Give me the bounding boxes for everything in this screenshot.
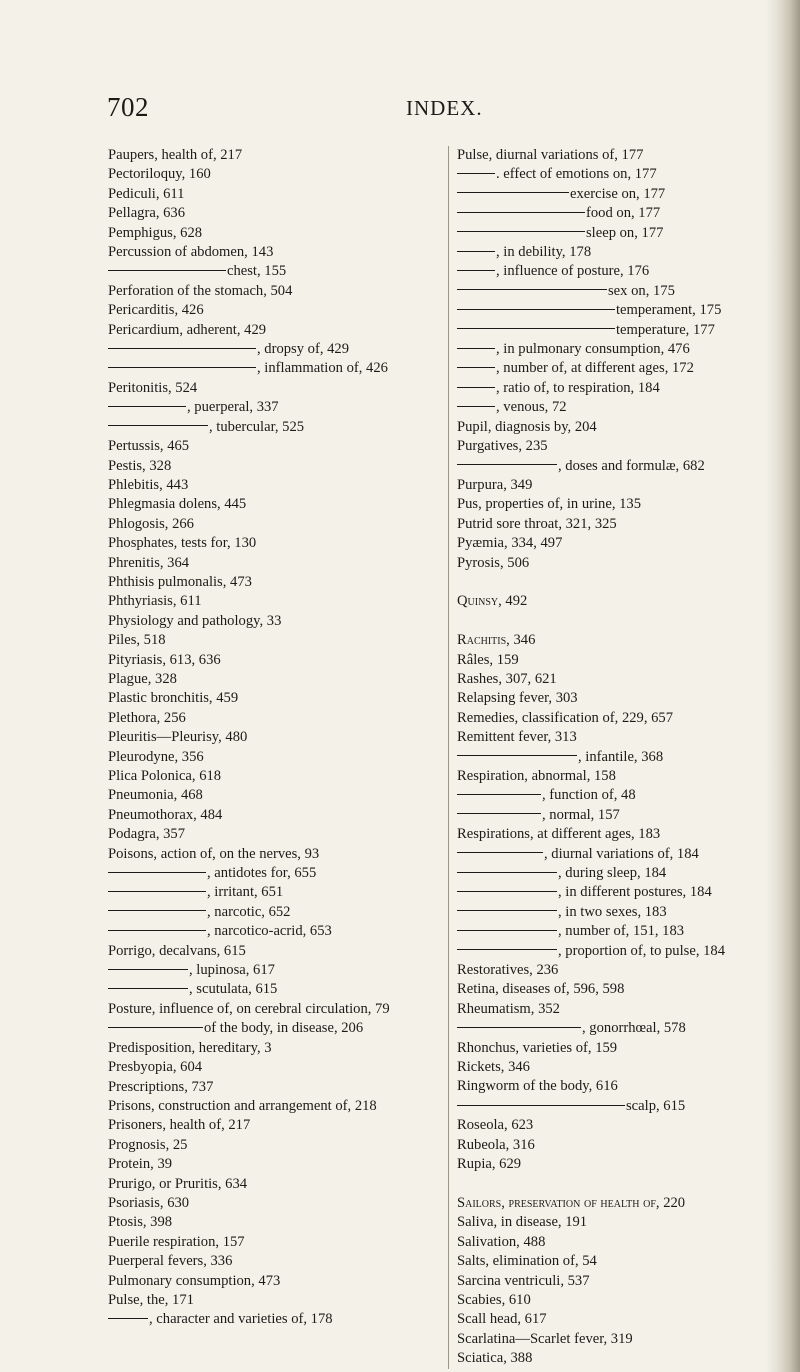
ditto-dash [457,348,495,349]
index-entry [457,204,775,223]
index-entry [108,825,438,844]
index-entry-text: Pulmonary consumption, 473 [108,1272,281,1289]
index-entry-text: Phthisis pulmonalis, 473 [108,573,252,590]
index-entry [108,1039,438,1058]
index-entry-text: Phlebitis, 443 [108,476,189,493]
index-entry [108,1097,438,1116]
index-entry [457,806,775,825]
index-entry-text: , narcotico-acrid, 653 [207,923,332,940]
index-entry-text: Ptosis, 398 [108,1214,173,1231]
index-entry-text: , number of, at different ages, 172 [496,360,694,377]
index-entry [457,1233,775,1252]
index-entry-text: Scarlatina—Scarlet fever, 319 [457,1330,633,1347]
index-entry [457,864,775,883]
ditto-dash [108,910,206,911]
page-number: 702 [107,92,149,122]
index-entry-text: Phlogosis, 266 [108,515,194,532]
index-entry-text: , in two sexes, 183 [558,903,667,920]
index-entry-text: Pleuritis—Pleurisy, 480 [108,729,248,746]
index-entry [108,651,438,670]
ditto-dash [108,930,206,931]
running-title: INDEX. [406,96,483,120]
index-entry [108,282,438,301]
index-entry [457,1077,775,1096]
index-column-left [108,146,438,1330]
index-entry-text: Plastic bronchitis, 459 [108,690,239,707]
index-entry [457,845,775,864]
ditto-dash [457,930,557,931]
index-entry-text: , in different postures, 184 [558,884,712,901]
index-entry-text: Pupil, diagnosis by, 204 [457,418,597,435]
index-entry [108,554,438,573]
index-entry-text: temperament, 175 [616,302,722,319]
ditto-dash [108,969,188,970]
index-entry [108,980,438,999]
index-entry-text: Pediculi, 611 [108,185,185,202]
index-entry-text: Pleurodyne, 356 [108,748,204,765]
index-entry-text: Rickets, 346 [457,1059,530,1076]
index-entry [108,224,438,243]
index-entry [457,651,775,670]
index-entry-text: Rhonchus, varieties of, 159 [457,1039,618,1056]
index-entry-text: , infantile, 368 [578,748,664,765]
index-entry [108,961,438,980]
index-entry-text: Relapsing fever, 303 [457,690,578,707]
index-entry [108,1194,438,1213]
index-entry [108,1000,438,1019]
index-entry-text: Rubeola, 316 [457,1136,535,1153]
ditto-dash [457,813,541,814]
index-entry-text: Pyæmia, 334, 497 [457,535,563,552]
index-entry [108,243,438,262]
index-entry [457,786,775,805]
ditto-dash [457,755,577,756]
index-entry-text: , influence of posture, 176 [496,263,650,280]
index-entry [108,1116,438,1135]
index-entry [457,689,775,708]
index-entry-text: Remittent fever, 313 [457,729,577,746]
index-entry [457,224,775,243]
ditto-dash [457,231,585,232]
index-entry-text: Prognosis, 25 [108,1136,188,1153]
index-entry [108,1272,438,1291]
index-entry [108,262,438,281]
index-entry [108,709,438,728]
index-entry-text: Psoriasis, 630 [108,1194,190,1211]
index-entry [457,321,775,340]
index-entry-text: Prurigo, or Pruritis, 634 [108,1175,248,1192]
index-entry-text: Rashes, 307, 621 [457,670,557,687]
index-entry [457,922,775,941]
index-entry [457,592,775,611]
ditto-dash [457,309,615,310]
index-entry-text: Pulse, diurnal variations of, 177 [457,147,644,163]
ditto-dash [457,251,495,252]
index-entry [457,495,775,514]
index-entry-text: Percussion of abdomen, 143 [108,244,274,261]
index-entry-text: Saliva, in disease, 191 [457,1214,588,1231]
index-entry-text: Plica Polonica, 618 [108,768,222,784]
index-column-right [448,146,775,1369]
ditto-dash [108,348,256,349]
index-entry [457,262,775,281]
index-entry-text: , irritant, 651 [207,884,284,901]
index-entry [457,631,775,650]
ditto-dash [457,367,495,368]
ditto-dash [457,794,541,795]
index-entry-text: Physiology and pathology, 33 [108,612,282,629]
index-entry-text: Piles, 518 [108,632,166,649]
index-entry-text: Pericardium, adherent, 429 [108,321,267,338]
index-entry-text: Respiration, abnormal, 158 [457,767,616,784]
index-entry-text: Roseola, 623 [457,1117,534,1134]
index-entry [457,1194,775,1213]
index-entry-text: Rupia, 629 [457,1156,522,1173]
index-entry [108,786,438,805]
index-entry-text: Presbyopia, 604 [108,1059,203,1076]
index-entry [457,1155,775,1174]
index-entry-text: Rheumatism, 352 [457,1000,560,1017]
index-entry [457,1272,775,1291]
index-entry [108,573,438,592]
index-entry-text: Purgatives, 235 [457,438,548,455]
index-entry-text: Plague, 328 [108,670,177,687]
index-entry [108,806,438,825]
index-entry [108,922,438,941]
index-entry-text: Salts, elimination of, 54 [457,1253,597,1270]
index-entry-text: Perforation of the stomach, 504 [108,282,293,299]
ditto-dash [457,406,495,407]
index-entry [108,942,438,961]
section-gap [457,1175,775,1194]
index-entry [457,670,775,689]
index-entry [457,767,775,786]
index-entry-text: Râles, 159 [457,651,519,668]
index-entry [457,1349,775,1368]
index-entry-text: , tubercular, 525 [209,418,305,435]
index-entry [457,903,775,922]
section-gap [457,612,775,631]
index-entry-text: Retina, diseases of, 596, 598 [457,981,625,998]
index-entry [457,185,775,204]
index-entry-text: , lupinosa, 617 [189,962,275,979]
index-entry-text: Pyrosis, 506 [457,554,530,571]
index-entry [108,1252,438,1271]
index-entry [108,670,438,689]
index-entry [457,457,775,476]
index-entry [108,1155,438,1174]
index-entry-text: Pus, properties of, in urine, 135 [457,496,642,513]
index-entry-text: Protein, 39 [108,1156,173,1173]
index-entry [457,243,775,262]
index-entry [108,1078,438,1097]
index-entry-text: , doses and formulæ, 682 [558,457,705,474]
index-entry-text: temperature, 177 [616,321,715,338]
index-entry [457,1000,775,1019]
index-entry [457,709,775,728]
ditto-dash [457,1105,625,1106]
index-entry-text: Restoratives, 236 [457,962,559,979]
index-entry-text: , dropsy of, 429 [257,341,350,358]
index-entry [457,1039,775,1058]
index-entry-text: Peritonitis, 524 [108,379,198,396]
index-entry [108,495,438,514]
index-entry [457,1136,775,1155]
index-entry-text: , diurnal variations of, 184 [544,845,699,862]
index-entry [108,321,438,340]
ditto-dash [457,387,495,388]
index-entry-text: , narcotic, 652 [207,903,291,920]
ditto-dash [457,852,543,853]
index-entry-text: Phosphates, tests for, 130 [108,535,257,552]
index-entry [457,1116,775,1135]
index-entry-text: Poisons, action of, on the nerves, 93 [108,845,320,862]
ditto-dash [457,192,569,193]
ditto-dash [457,891,557,892]
index-entry [108,204,438,223]
index-entry [108,418,438,437]
index-entry [457,379,775,398]
index-entry [108,1136,438,1155]
index-entry-text: sleep on, 177 [586,224,664,241]
index-entry [108,767,438,786]
ditto-dash [457,212,585,213]
ditto-dash [108,1027,203,1028]
index-entry-text: Posture, influence of, on cerebral circulation, 79 [108,1000,390,1017]
index-entry-text: scalp, 615 [626,1097,686,1114]
index-entry [108,1213,438,1232]
index-entry [108,864,438,883]
index-entry-text: Phthyriasis, 611 [108,593,202,610]
index-entry [108,1058,438,1077]
index-entry-text: Pericarditis, 426 [108,302,204,319]
ditto-dash [457,949,557,950]
index-entry-text: , in pulmonary consumption, 476 [496,341,690,358]
index-entry-text: Scall head, 617 [457,1311,547,1328]
index-entry-text: Podagra, 357 [108,826,186,843]
index-entry-text: Purpura, 349 [457,476,533,493]
index-entry [108,1019,438,1038]
index-entry-text: , ratio of, to respiration, 184 [496,379,660,396]
index-entry-text: Pemphigus, 628 [108,224,203,241]
index-entry-text: Respirations, at different ages, 183 [457,826,661,843]
index-entry [457,476,775,495]
index-entry [108,883,438,902]
index-entry-text: , puerperal, 337 [187,399,279,416]
index-entry-text: Phrenitis, 364 [108,554,190,571]
ditto-dash [108,270,226,271]
index-entry-text: , number of, 151, 183 [558,923,685,940]
index-entry-text: Prisoners, health of, 217 [108,1117,251,1134]
index-entry-text: , normal, 157 [542,806,620,823]
index-entry-text: chest, 155 [227,263,287,280]
ditto-dash [108,988,188,989]
index-entry [108,437,438,456]
index-entry-text: sex on, 175 [608,282,675,299]
index-entry [457,883,775,902]
ditto-dash [108,406,186,407]
index-entry [457,1019,775,1038]
index-entry-text: Porrigo, decalvans, 615 [108,942,246,959]
index-entry [108,903,438,922]
index-entry-text: , scutulata, 615 [189,981,278,998]
index-entry-text: , character and varieties of, 178 [149,1311,333,1328]
index-entry-text: Pertussis, 465 [108,438,190,455]
ditto-dash [457,270,495,271]
index-entry [108,728,438,747]
index-entry-text: Remedies, classification of, 229, 657 [457,709,674,726]
index-entry [457,340,775,359]
index-entry-text: Putrid sore throat, 321, 325 [457,515,617,532]
index-entry-text: Pellagra, 636 [108,205,186,222]
index-entry [108,398,438,417]
index-entry [108,476,438,495]
index-entry [457,146,775,165]
index-entry [457,515,775,534]
index-entry-text: Pityriasis, 613, 636 [108,651,221,668]
index-entry-text: Salivation, 488 [457,1233,546,1250]
index-entry-text: Sarcina ventriculi, 537 [457,1272,590,1289]
ditto-dash [457,464,557,465]
index-entry [457,748,775,767]
index-entry [457,1330,775,1349]
index-entry [457,301,775,320]
index-entry-text: food on, 177 [586,205,661,222]
index-entry [108,1233,438,1252]
index-entry [457,1310,775,1329]
index-entry [108,534,438,553]
index-entry [457,359,775,378]
index-entry-text: Paupers, health of, 217 [108,147,243,163]
index-entry-text: Predisposition, hereditary, 3 [108,1039,272,1056]
index-entry [457,282,775,301]
index-entry-text: exercise on, 177 [570,185,666,202]
index-entry [457,1097,775,1116]
index-entry-text: , venous, 72 [496,399,567,416]
index-entry [108,301,438,320]
index-entry-text: Puerile respiration, 157 [108,1233,245,1250]
index-entry-text: Pestis, 328 [108,457,172,474]
index-entry [108,457,438,476]
ditto-dash [108,872,206,873]
index-entry [108,1175,438,1194]
index-entry-text: Sciatica, 388 [457,1350,533,1367]
index-entry [457,554,775,573]
ditto-dash [108,367,256,368]
index-entry [457,1058,775,1077]
index-entry [108,592,438,611]
index-entry-text: , proportion of, to pulse, 184 [558,942,726,959]
index-entry [457,961,775,980]
index-entry-text: Puerperal fevers, 336 [108,1253,233,1270]
index-entry [457,437,775,456]
page-header [0,92,800,128]
index-entry-text: Pneumothorax, 484 [108,806,223,823]
index-entry-text: , function of, 48 [542,787,636,804]
index-entry [108,359,438,378]
index-entry [108,340,438,359]
index-entry-text: Prescriptions, 737 [108,1078,214,1095]
index-entry-text: Pulse, the, 171 [108,1291,194,1308]
index-entry-text: , inflammation of, 426 [257,360,388,377]
ditto-dash [108,1318,148,1319]
index-entry [457,1252,775,1271]
index-entry [457,165,775,184]
index-entry [457,942,775,961]
index-entry [108,1291,438,1310]
index-entry-text: Prisons, construction and arrangement of, 218 [108,1097,377,1114]
index-entry [108,146,438,165]
index-entry [108,515,438,534]
index-entry [457,418,775,437]
ditto-dash [457,289,607,290]
index-entry [457,825,775,844]
ditto-dash [457,872,557,873]
index-entry [457,534,775,553]
index-entry [457,1213,775,1232]
ditto-dash [108,891,206,892]
index-entry-text: , in debility, 178 [496,244,592,261]
index-entry-text: Pectoriloquy, 160 [108,166,211,183]
index-entry-text: Quinsy, 492 [457,593,528,610]
index-entry-text: Phlegmasia dolens, 445 [108,496,247,513]
ditto-dash [457,173,495,174]
index-entry [457,728,775,747]
index-entry-text: . effect of emotions on, 177 [496,166,657,183]
index-entry-text: , antidotes for, 655 [207,865,317,882]
index-entry [457,980,775,999]
index-entry-text: Pneumonia, 468 [108,787,203,804]
index-entry [457,1291,775,1310]
index-entry [108,845,438,864]
index-entry-text: , gonorrhœal, 578 [582,1020,686,1037]
index-entry [108,379,438,398]
index-entry-text: of the body, in disease, 206 [204,1020,364,1037]
ditto-dash [457,1027,581,1028]
index-entry [457,398,775,417]
index-entry-text: Sailors, preservation of health of, 220 [457,1194,686,1211]
index-entry [108,185,438,204]
index-entry [108,612,438,631]
ditto-dash [108,425,208,426]
index-entry [108,748,438,767]
index-entry-text: Scabies, 610 [457,1291,531,1308]
index-entry [108,165,438,184]
index-entry-text: Ringworm of the body, 616 [457,1078,618,1095]
index-entry-text: Rachitis, 346 [457,632,536,649]
index-entry [108,631,438,650]
index-entry [108,689,438,708]
section-gap [457,573,775,592]
index-entry [108,1310,438,1329]
index-entry-text: Plethora, 256 [108,709,186,726]
index-entry-text: , during sleep, 184 [558,865,667,881]
ditto-dash [457,328,615,329]
ditto-dash [457,910,557,911]
